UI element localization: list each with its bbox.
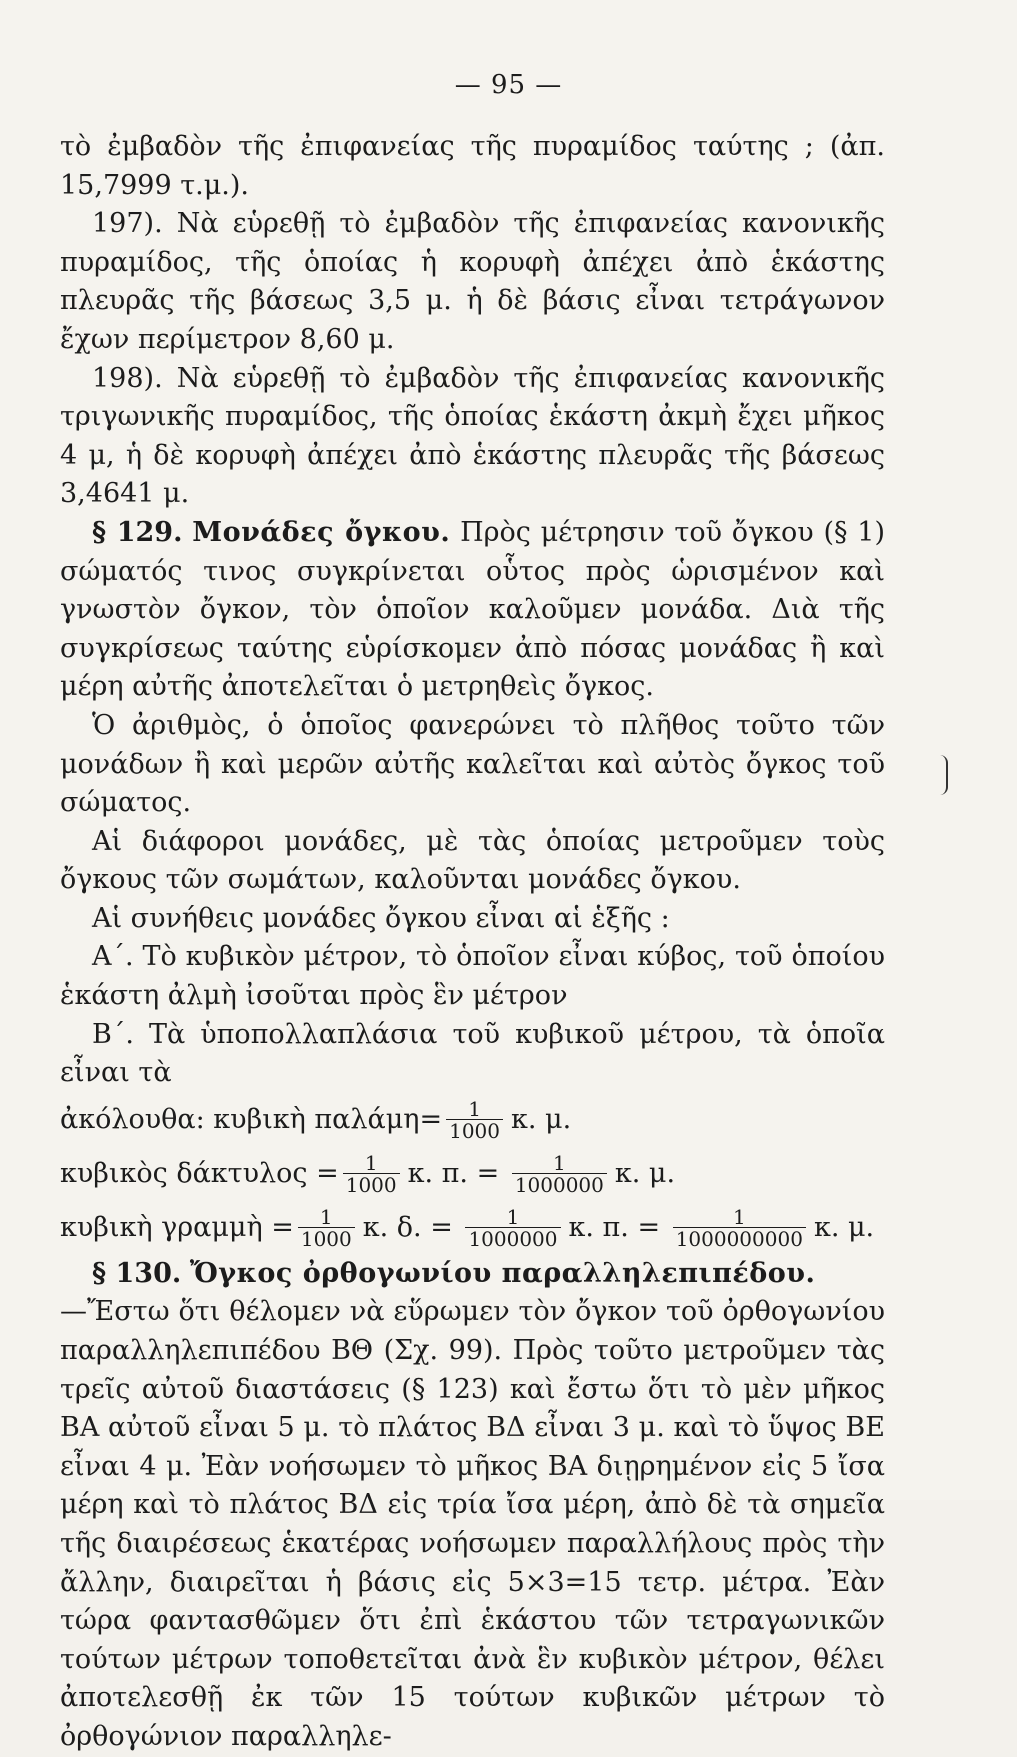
margin-bracket-mark [940,755,948,795]
formula-cubic-line [60,1201,885,1255]
formula-unit: κ. π. = [568,1211,661,1243]
section-129-title: Μονάδες ὄγκου. [192,516,451,548]
problem-198: 198). Νὰ εὑρεθῇ τὸ ἐμβαδὸν τῆς ἐπιφανείας κανονικῆς τριγωνικῆς πυραμίδος, τῆς ὁποίας ἑκάστη ἀκμὴ ἔχει μῆκος 4 μ, ἡ δὲ κορυφὴ ἀπέχει ἀπὸ ἑκάστης πλευρᾶς τῆς βάσεως 3,4641 μ. [60,362,885,510]
section-130-paragraph: —Ἔστω ὅτι θέλομεν νὰ εὕρωμεν τὸν ὄγκον τοῦ ὀρθογωνίου παραλληλεπιπέδου ΒΘ (Σχ. 99). Πρὸς τοῦτο μετροῦμεν τὰς τρεῖς αὐτοῦ διαστάσεις (§ 123) καὶ ἔστω ὅτι τὸ μὲν μῆκος ΒΑ αὐτοῦ εἶναι 5 μ. τὸ πλάτος ΒΔ εἶναι 3 μ. καὶ τὸ ὕψος ΒΕ εἶναι 4 μ. Ἐὰν νοήσωμεν τὸ μῆκος ΒΑ διῃρημένον εἰς 5 ἴσα μέρη καὶ τὸ πλάτος ΒΔ εἰς τρία ἴσα μέρη, ἀπὸ δὲ τὰ σημεῖα τῆς διαιρέσεως ἑκατέρας νοήσωμεν παραλλήλους πρὸς τὴν ἄλλην, διαιρεῖται ἡ βάσις εἰς 5×3=15 τετρ. μέτρα. Ἐὰν τώρα φαντασθῶμεν ὅτι ἐπὶ ἑκάστου τῶν τετραγωνικῶν τούτων μέτρων τοποθετεῖται ἀνὰ ἓν κυβικὸν μέτρον, θέλει ἀποτελεσθῇ ἐκ τῶν 15 τούτων κυβικῶν μέτρων τὸ ὀρθογώνιον παραλληλε- [60,1296,885,1752]
fraction-denominator: 1000000 [512,1173,607,1195]
section-129-number: § 129. [92,516,183,548]
fraction-numerator: 1 [506,1205,520,1230]
formula-unit: κ. μ. [614,1157,676,1189]
fraction [465,1205,560,1252]
fraction-numerator: 1 [468,1097,481,1122]
fraction-numerator: 1 [319,1205,333,1230]
formula-3-lead: κυβικὴ γραμμὴ = [60,1211,294,1243]
fraction-numerator: 1 [364,1151,378,1176]
fraction-denominator: 1000 [298,1227,355,1249]
formula-unit: κ. μ. [813,1211,875,1243]
fraction [446,1097,503,1144]
problem-196-end: τὸ ἐμβαδὸν τῆς ἐπιφανείας τῆς πυραμίδος ταύτης ; (ἀπ. 15,7999 τ.μ.). [60,131,885,201]
section-129-paragraph [60,514,885,707]
formula-2-lead: κυβικὸς δάκτυλος = [60,1157,339,1189]
fraction [343,1151,400,1198]
section-130-number: § 130. [92,1257,182,1289]
section-129-text: Πρὸς μέτρησιν τοῦ ὄγκου (§ 1) σώματός τινος συγκρίνεται οὗτος πρὸς ὡρισμένον καὶ γνωστὸν ὄγκον, τὸν ὁποῖον καλοῦμεν μονάδα. Διὰ τῆς συγκρίσεως ταύτης εὑρίσκομεν ἀπὸ πόσας μονάδας ἢ καὶ μέρη αὐτῆς ἀποτελεῖται ὁ μετρηθεὶς ὄγκος. [60,516,885,703]
fraction-denominator: 1000000000 [673,1227,806,1249]
formula-cubic-finger [60,1147,885,1201]
fraction-numerator: 1 [552,1151,566,1176]
fraction-denominator: 1000000 [465,1227,560,1249]
formula-1-lead: ἀκόλουθα: κυβικὴ παλάμη= [60,1103,443,1135]
section-130-heading [60,1255,885,1294]
fraction-denominator: 1000 [446,1119,503,1141]
formula-unit: κ. π. = [407,1157,500,1189]
unit-item-b: Β΄. Τὰ ὑποπολλαπλάσια τοῦ κυβικοῦ μέτρου, τὰ ὁποῖα εἶναι τὰ [60,1018,885,1089]
section-129-paragraph-3: Αἱ διάφοροι μονάδες, μὲ τὰς ὁποίας μετροῦμεν τοὺς ὄγκους τῶν σωμάτων, καλοῦνται μονάδες ὄγκου. [60,825,885,896]
unit-item-a: Α΄. Τὸ κυβικὸν μέτρον, τὸ ὁποῖον εἶναι κύβος, τοῦ ὁποίου ἑκάστη ἀλμὴ ἰσοῦται πρὸς ἓν μέτρον [60,941,885,1012]
fraction-denominator: 1000 [343,1173,400,1195]
formula-cubic-palm [60,1093,885,1147]
section-129-paragraph-2: Ὁ ἀριθμὸς, ὁ ὁποῖος φανερώνει τὸ πλῆθος τοῦτο τῶν μονάδων ἢ καὶ μερῶν αὐτῆς καλεῖται καὶ αὐτὸς ὄγκος τοῦ σώματος. [60,709,885,819]
fraction-numerator: 1 [732,1205,746,1230]
formula-unit: κ. δ. = [362,1211,453,1243]
section-130-title: Ὄγκος ὀρθογωνίου παραλληλεπιπέδου. [189,1257,816,1289]
formula-unit: κ. μ. [511,1103,572,1135]
problem-197: 197). Νὰ εὑρεθῇ τὸ ἐμβαδὸν τῆς ἐπιφανείας κανονικῆς πυραμίδος, τῆς ὁποίας ἡ κορυφὴ ἀπέχει ἀπὸ ἑκάστης πλευρᾶς τῆς βάσεως 3,5 μ. ἡ δὲ βάσις εἶναι τετράγωνον ἔχων περίμετρον 8,60 μ. [60,208,885,355]
page-body [60,128,885,1757]
fraction [298,1205,355,1252]
section-129-paragraph-4: Αἱ συνήθεις μονάδες ὄγκου εἶναι αἱ ἑξῆς : [92,902,670,934]
fraction [512,1151,607,1198]
fraction [673,1205,806,1252]
page-number: — 95 — [454,70,563,100]
